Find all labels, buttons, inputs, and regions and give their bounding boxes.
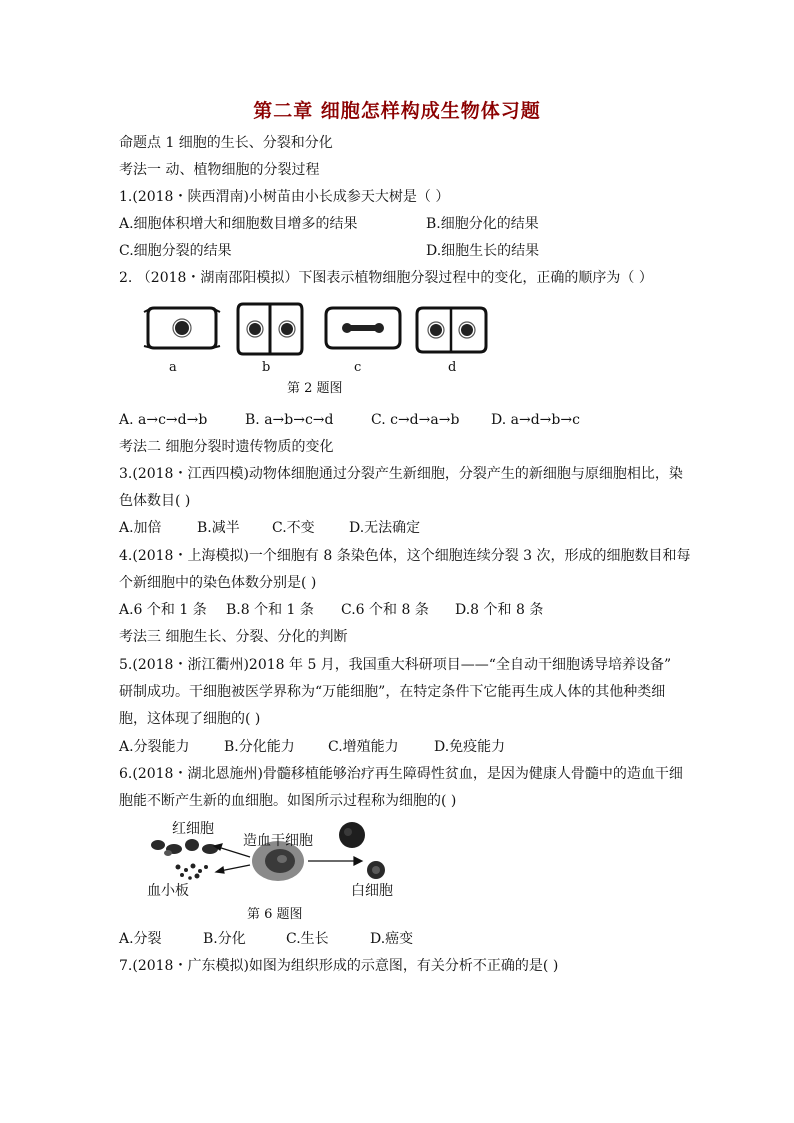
platelets-figure — [176, 864, 209, 880]
page-title: 第二章 细胞怎样构成生物体习题 — [253, 100, 541, 122]
q1-stem: 1.(2018・陕西渭南)小树苗由小长成参天大树是（ ） — [119, 189, 450, 205]
cell-a-figure — [144, 308, 220, 348]
q3-option-b: B.减半 — [197, 520, 240, 536]
figure-label-d: d — [448, 360, 457, 375]
white-blood-cells-figure — [339, 822, 385, 879]
q4-stem-line2: 个新细胞中的染色体数分别是( ) — [119, 575, 317, 591]
q1-option-c: C.细胞分裂的结果 — [119, 243, 232, 259]
q5-stem-line3: 胞，这体现了细胞的( ) — [119, 711, 261, 727]
figure-label-c: c — [354, 360, 362, 375]
q5-option-c: C.增殖能力 — [328, 739, 399, 755]
cell-b-figure — [238, 304, 302, 354]
q5-option-a: A.分裂能力 — [119, 739, 190, 755]
q6-option-b: B.分化 — [203, 931, 246, 947]
q6-figure-caption: 第 6 题图 — [247, 907, 303, 922]
topic-heading: 命题点 1 细胞的生长、分裂和分化 — [119, 135, 333, 151]
q6-option-c: C.生长 — [286, 931, 329, 947]
q5-option-d: D.免疫能力 — [434, 739, 506, 755]
q3-option-a: A.加倍 — [119, 520, 162, 536]
q1-option-a: A.细胞体积增大和细胞数目增多的结果 — [119, 216, 358, 232]
q5-stem-line1: 5.(2018・浙江衢州)2018 年 5 月，我国重大科研项目——“全自动干细胞诱导培养设备” — [119, 657, 672, 673]
q4-option-a: A.6 个和 1 条 — [119, 602, 207, 618]
label-platelet: 血小板 — [147, 883, 189, 899]
q4-option-b: B.8 个和 1 条 — [226, 602, 314, 618]
label-red-blood-cell: 红细胞 — [172, 821, 214, 837]
q4-option-c: C.6 个和 8 条 — [341, 602, 429, 618]
q6-stem-line2: 胞能不断产生新的血细胞。如图所示过程称为细胞的( ) — [119, 793, 457, 809]
q3-option-c: C.不变 — [272, 520, 315, 536]
q7-stem: 7.(2018・广东模拟)如图为组织形成的示意图，有关分析不正确的是( ) — [119, 958, 559, 974]
cell-c-figure — [326, 308, 400, 348]
figure-label-b: b — [262, 360, 271, 375]
method-heading-1: 考法一 动、植物细胞的分裂过程 — [119, 162, 320, 178]
q2-figure-caption: 第 2 题图 — [287, 381, 343, 396]
q4-option-d: D.8 个和 8 条 — [455, 602, 544, 618]
q1-option-d: D.细胞生长的结果 — [426, 243, 540, 259]
q2-cell-division-figure — [140, 298, 500, 380]
q3-option-d: D.无法确定 — [349, 520, 421, 536]
q5-option-b: B.分化能力 — [224, 739, 295, 755]
label-stem-cell: 造血干细胞 — [243, 833, 313, 849]
q3-stem-line2: 色体数目( ) — [119, 493, 191, 509]
cell-d-figure — [417, 308, 486, 352]
method-heading-3: 考法三 细胞生长、分裂、分化的判断 — [119, 629, 348, 645]
figure-label-a: a — [169, 360, 177, 375]
q2-option-c: C. c→d→a→b — [371, 412, 460, 428]
method-heading-2: 考法二 细胞分裂时遗传物质的变化 — [119, 439, 334, 455]
q6-option-d: D.癌变 — [370, 931, 414, 947]
q6-stem-line1: 6.(2018・湖北恩施州)骨髓移植能够治疗再生障碍性贫血，是因为健康人骨髓中的造血干细 — [119, 766, 683, 782]
q6-option-a: A.分裂 — [119, 931, 162, 947]
red-blood-cells-figure — [151, 839, 218, 856]
q5-stem-line2: 研制成功。干细胞被医学界称为“万能细胞”，在特定条件下它能再生成人体的其他种类细 — [119, 684, 666, 700]
label-white-blood-cell: 白细胞 — [351, 883, 393, 899]
q1-option-b: B.细胞分化的结果 — [426, 216, 539, 232]
q2-option-d: D. a→d→b→c — [491, 412, 580, 428]
q2-option-a: A. a→c→d→b — [119, 412, 208, 428]
q2-stem: 2. （2018・湖南邵阳模拟）下图表示植物细胞分裂过程中的变化，正确的顺序为（ ） — [119, 270, 653, 286]
q3-stem-line1: 3.(2018・江西四模)动物体细胞通过分裂产生新细胞，分裂产生的新细胞与原细胞相比，染 — [119, 466, 683, 482]
q2-option-b: B. a→b→c→d — [245, 412, 334, 428]
q4-stem-line1: 4.(2018・上海模拟)一个细胞有 8 条染色体，这个细胞连续分裂 3 次，形成的细胞数目和每 — [119, 548, 691, 564]
